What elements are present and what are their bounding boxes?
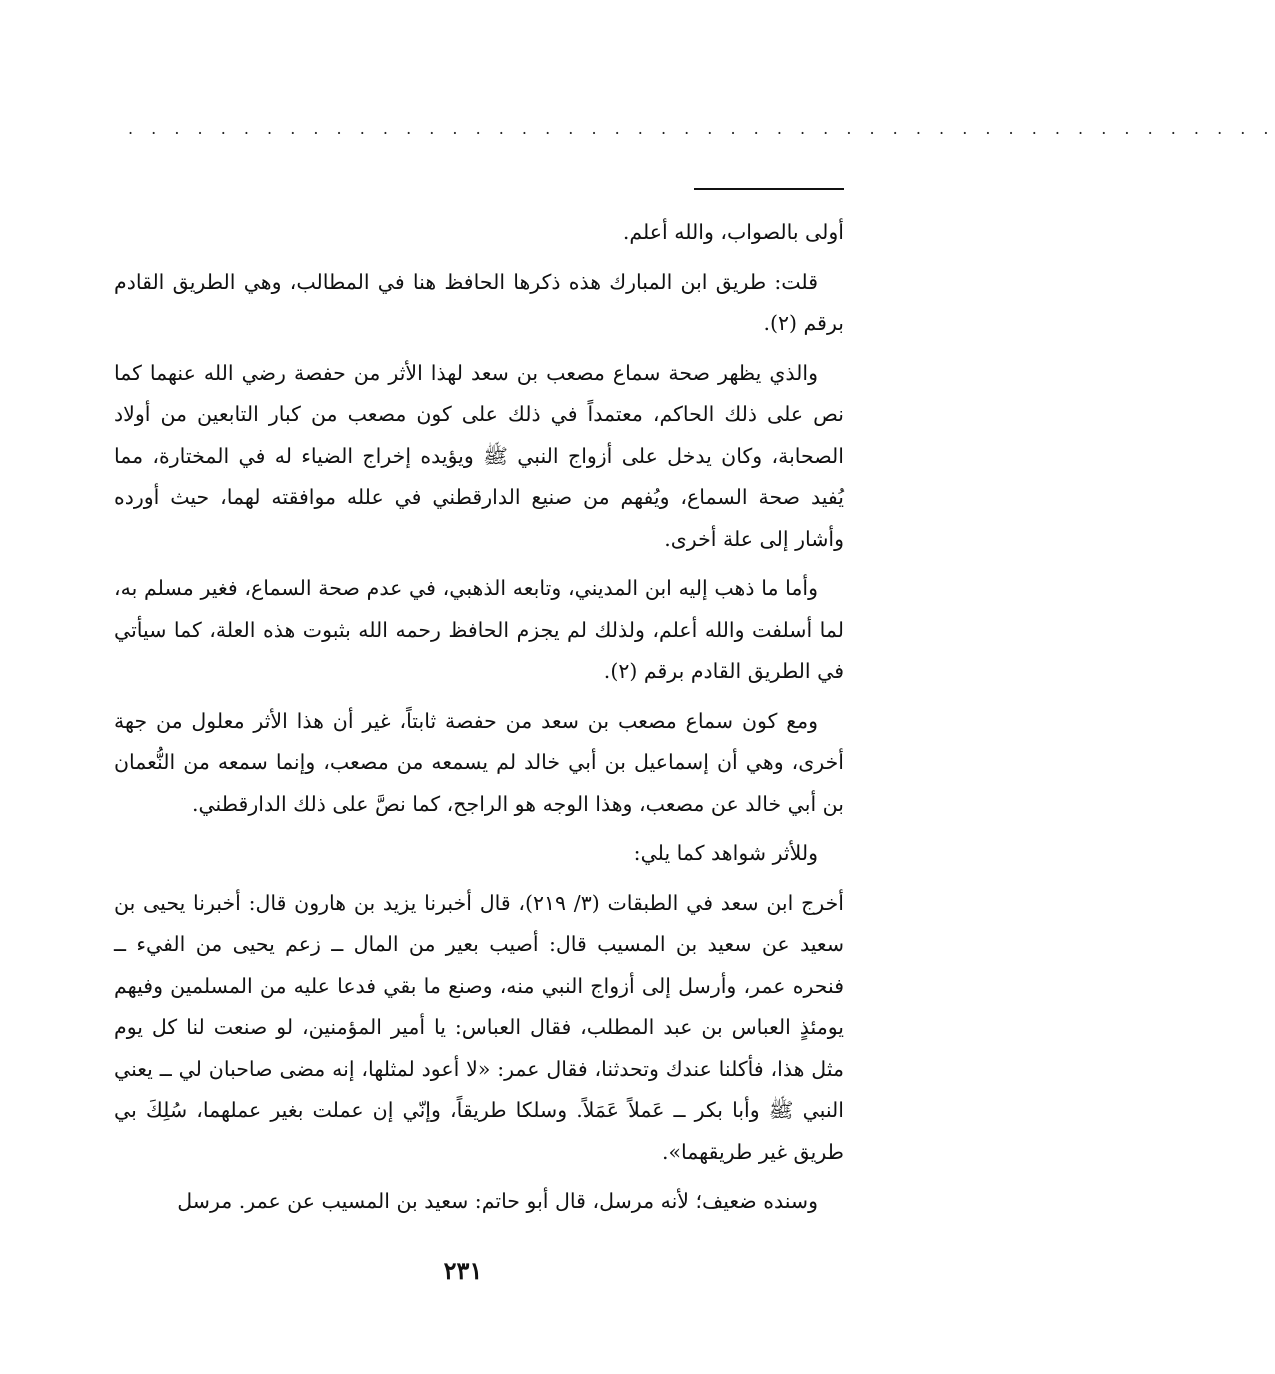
separator-dots: . . . . . . . . . . . . . . . . . . . . . . . . . . . . . . . . . . . . . . . . . . . . . . . . . .: [128, 119, 1275, 138]
paragraph: وأما ما ذهب إليه ابن المديني، وتابعه الذهبي، في عدم صحة السماع، فغير مسلم به، لما أسلفت والله أعلم، ولذلك لم يجزم الحافظ رحمه الله بثبوت هذه العلة، كما سيأتي في الطريق القادم برقم (٢).: [114, 576, 844, 683]
footnote-text: [114, 212, 844, 1231]
paragraph: وللأثر شواهد كما يلي:: [633, 841, 818, 865]
paragraph: قلت: طريق ابن المبارك هذه ذكرها الحافظ هنا في المطالب، وهي الطريق القادم برقم (٢).: [114, 269, 844, 335]
footnote-rule: [694, 188, 844, 190]
paragraph: أخرج ابن سعد في الطبقات (٣/ ٢١٩)، قال أخبرنا يزيد بن هارون قال: أخبرنا يحيى بن سعيد عن سعيد بن المسيب قال: أصيب بعير من المال ــ زعم يحيى من الفيء ــ فنحره عمر، وأرسل إلى أزواج النبي منه، وصنع ما بقي فدعا عليه من المسلمين وفيهم يومئذٍ العباس بن عبد المطلب، فقال العباس: يا أمير المؤمنين، لو صنعت لنا كل يوم مثل هذا، فأكلنا عندك وتحدثنا، فقال عمر: «لا أعود لمثلها، إنه مضى صاحبان لي ــ يعني النبي ﷺ وأبا بكر ــ عَملاً عَمَلاً. وسلكا طريقاً، وإنّي إن عملت بغير عملهما، سُلِكَ بي طريق غير طريقهما».: [114, 890, 844, 1164]
paragraph: والذي يظهر صحة سماع مصعب بن سعد لهذا الأثر من حفصة رضي الله عنهما كما نص على ذلك الحاكم، معتمداً في ذلك على كون مصعب من كبار التابعين من أولاد الصحابة، وكان يدخل على أزواج النبي ﷺ ويؤيده إخراج الضياء له في المختارة، مما يُفيد صحة السماع، ويُفهم من صنيع الدارقطني في علله موافقته لهما، حيث أورده وأشار إلى علة أخرى.: [114, 360, 844, 551]
paragraph-continuation: أولى بالصواب، والله أعلم.: [622, 220, 844, 244]
paragraph: ومع كون سماع مصعب بن سعد من حفصة ثابتاً، غير أن هذا الأثر معلول من جهة أخرى، وهي أن إسماعيل بن أبي خالد لم يسمعه من مصعب، وإنما سمعه من النُّعمان بن أبي خالد عن مصعب، وهذا الوجه هو الراجح، كما نصَّ على ذلك الدارقطني.: [114, 708, 844, 816]
paragraph: وسنده ضعيف؛ لأنه مرسل، قال أبو حاتم: سعيد بن المسيب عن عمر. مرسل: [177, 1189, 818, 1213]
page-number: ٢٣١: [443, 1256, 483, 1285]
